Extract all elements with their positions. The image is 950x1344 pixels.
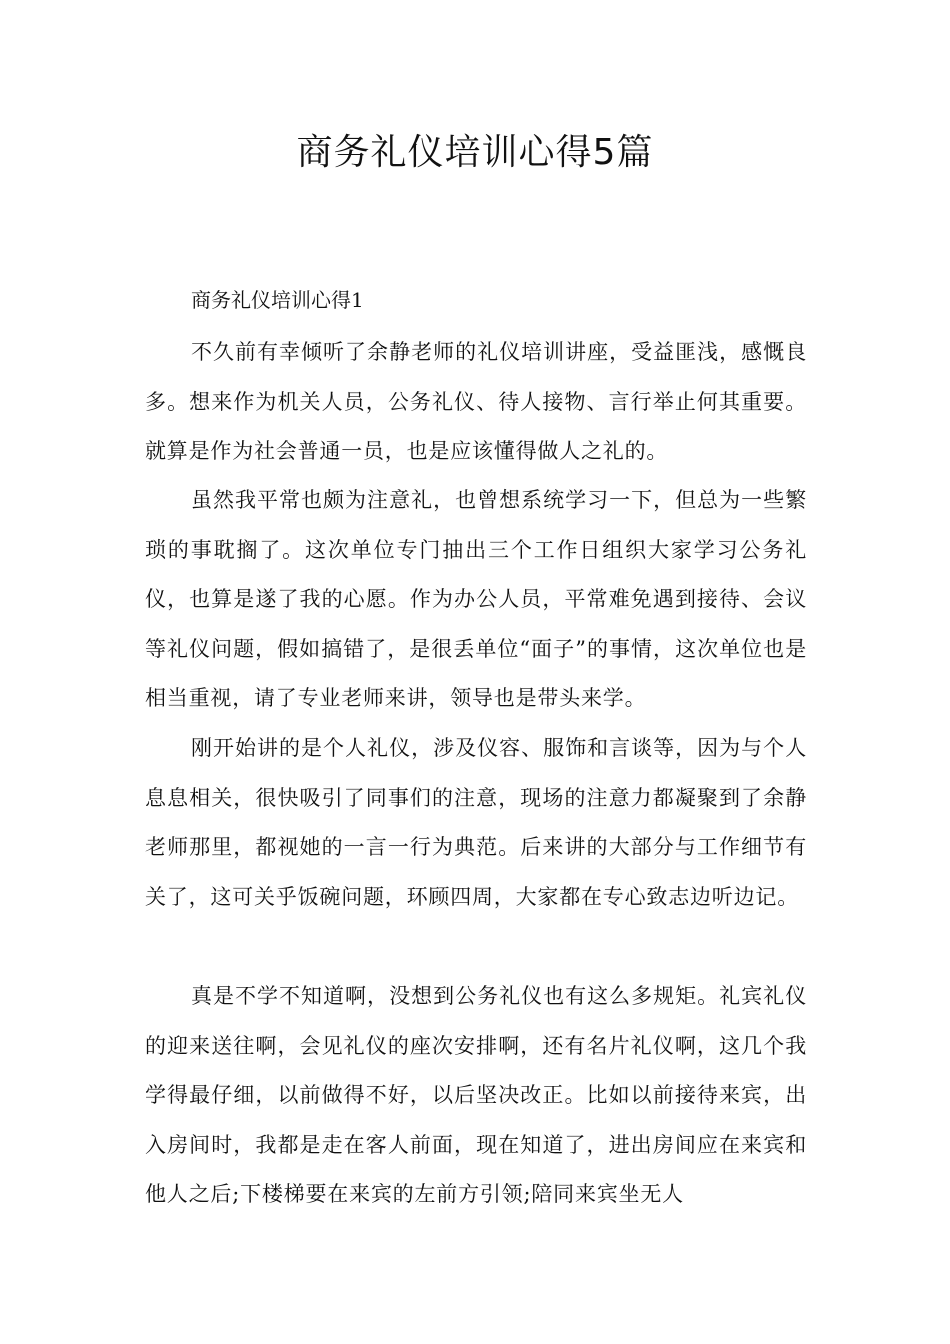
section-heading: 商务礼仪培训心得1	[191, 288, 364, 312]
body-paragraph-1: 不久前有幸倾听了余静老师的礼仪培训讲座，受益匪浅，感慨良多。想来作为机关人员，公务礼仪、待人接物、言行举止何其重要。就算是作为社会普通一员，也是应该懂得做人之礼的。	[145, 340, 807, 463]
body-paragraph-2: 虽然我平常也颇为注意礼，也曾想系统学习一下，但总为一些繁琐的事耽搁了。这次单位专门抽出三个工作日组织大家学习公务礼仪，也算是遂了我的心愿。作为办公人员，平常难免遇到接待、会议等礼仪问题，假如搞错了，是很丢单位“面子”的事情，这次单位也是相当重视，请了专业老师来讲，领导也是带头来学。	[145, 488, 807, 710]
body-paragraph-4: 真是不学不知道啊，没想到公务礼仪也有这么多规矩。礼宾礼仪的迎来送往啊，会见礼仪的座次安排啊，还有名片礼仪啊，这几个我学得最仔细，以前做得不好，以后坚决改正。比如以前接待来宾，出入房间时，我都是走在客人前面，现在知道了，进出房间应在来宾和他人之后;下楼梯要在来宾的左前方引领;陪同来宾坐无人	[145, 984, 807, 1206]
document-title: 商务礼仪培训心得5篇	[296, 132, 654, 173]
body-paragraph-3: 刚开始讲的是个人礼仪，涉及仪容、服饰和言谈等，因为与个人息息相关，很快吸引了同事们的注意，现场的注意力都凝聚到了余静老师那里，都视她的一言一行为典范。后来讲的大部分与工作细节有关了，这可关乎饭碗问题，环顾四周，大家都在专心致志边听边记。	[145, 736, 807, 909]
